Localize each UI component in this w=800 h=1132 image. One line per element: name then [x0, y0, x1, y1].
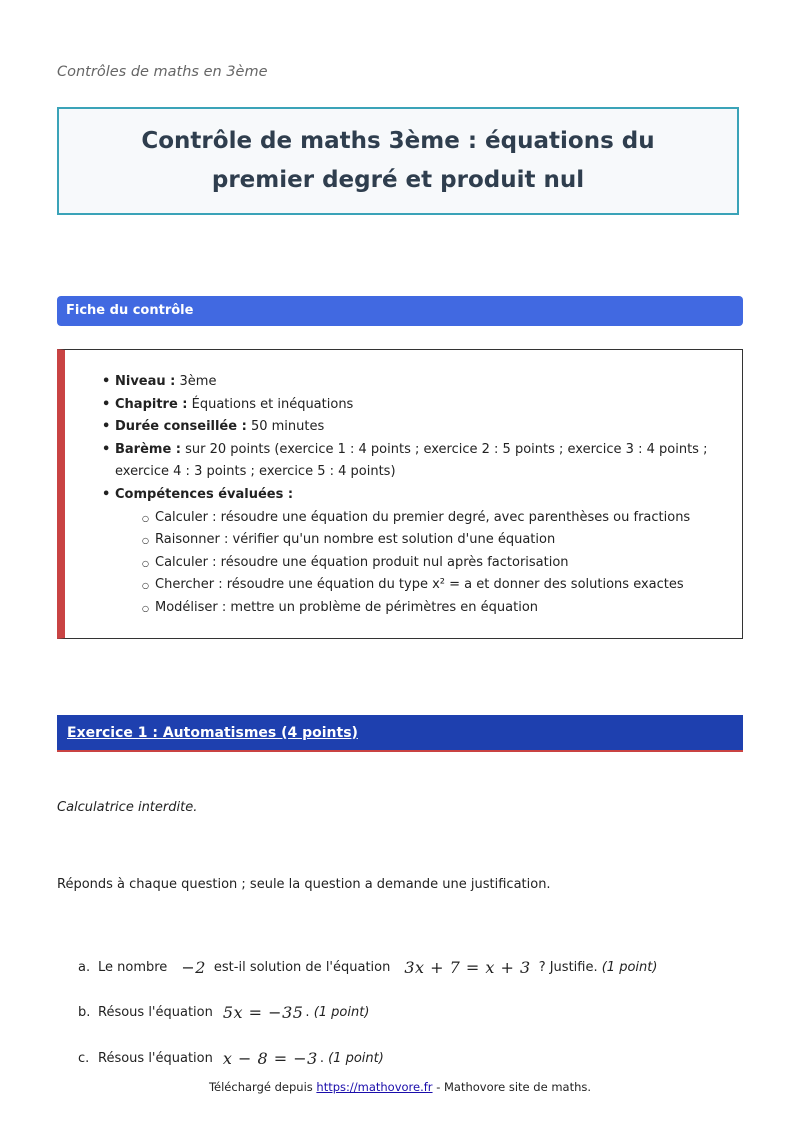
- exercice-1-header: [57, 715, 743, 752]
- question-text: ? Justifie.: [538, 960, 598, 975]
- page-title-box: [57, 107, 739, 215]
- footer-prefix: Téléchargé depuis: [208, 1080, 313, 1094]
- fiche-item-label: Compétences évaluées :: [115, 486, 294, 502]
- fiche-item-value: 3ème: [179, 374, 217, 389]
- page-title: Contrôle de maths 3ème : équations du premier degré et produit nul: [141, 128, 655, 193]
- fiche-item-label: Barème :: [115, 441, 181, 457]
- question-letter: c.: [78, 1051, 90, 1066]
- competence-item: ○ Calculer : résoudre une équation produit nul après factorisation: [115, 552, 735, 575]
- question-letter: a.: [78, 960, 91, 975]
- fiche-item-duree: [115, 416, 735, 439]
- fiche-item-value: Équations et inéquations: [191, 396, 354, 412]
- footer-link[interactable]: https://mathovore.fr: [316, 1080, 433, 1094]
- competence-item: ○ Modéliser : mettre un problème de périmètres en équation: [115, 597, 735, 620]
- question-points: (1 point): [601, 960, 658, 975]
- fiche-item-value: sur 20 points (exercice 1 : 4 points ; exercice 2 : 5 points ; exercice 3 : 4 points ; exercice 4 : 3 points ; exercice 5 : 4 points): [115, 441, 708, 480]
- question-text: Résous l'équation: [98, 1005, 213, 1020]
- fiche-item-niveau: [115, 371, 735, 394]
- competences-list: [115, 507, 735, 620]
- math-expression: −2: [181, 958, 206, 977]
- fiche-item-bareme: [115, 439, 735, 484]
- footer: [0, 1080, 800, 1094]
- question-a: [78, 958, 657, 977]
- question-points: (1 point): [313, 1005, 370, 1020]
- math-expression: x − 8 = −3: [222, 1049, 318, 1068]
- competence-item: ○ Raisonner : vérifier qu'un nombre est solution d'une équation: [115, 529, 735, 552]
- question-text: .: [319, 1051, 324, 1066]
- fiche-item-label: Durée conseillée :: [115, 419, 247, 435]
- competence-item: ○ Chercher : résoudre une équation du type x² = a et donner des solutions exactes: [115, 574, 735, 597]
- fiche-box: [57, 349, 743, 639]
- fiche-item-label: Niveau :: [115, 374, 176, 389]
- fiche-header: Fiche du contrôle: [57, 296, 743, 326]
- question-c: [78, 1049, 384, 1068]
- math-expression: 3x + 7 = x + 3: [404, 958, 531, 977]
- question-b: [78, 1003, 369, 1022]
- question-text: Résous l'équation: [98, 1051, 213, 1066]
- footer-suffix: - Mathovore site de maths.: [436, 1080, 592, 1094]
- fiche-item-chapitre: [115, 394, 735, 417]
- breadcrumb: Contrôles de maths en 3ème: [57, 64, 268, 80]
- question-text: Le nombre: [98, 960, 168, 975]
- question-text: .: [305, 1005, 310, 1020]
- fiche-list: [115, 371, 735, 620]
- math-expression: 5x = −35: [222, 1003, 304, 1022]
- question-letter: b.: [78, 1005, 91, 1020]
- question-text: est-il solution de l'équation: [213, 960, 391, 975]
- question-points: (1 point): [328, 1051, 384, 1066]
- calculator-note: Calculatrice interdite.: [57, 800, 198, 815]
- competence-item: ○ Calculer : résoudre une équation du premier degré, avec parenthèses ou fractions: [115, 507, 735, 530]
- fiche-item-competences: [115, 484, 735, 620]
- instructions: Réponds à chaque question ; seule la question a demande une justification.: [57, 877, 551, 892]
- fiche-item-label: Chapitre :: [115, 396, 188, 412]
- exercice-1-link[interactable]: Exercice 1 : Automatismes (4 points): [67, 725, 358, 741]
- fiche-item-value: 50 minutes: [250, 419, 325, 435]
